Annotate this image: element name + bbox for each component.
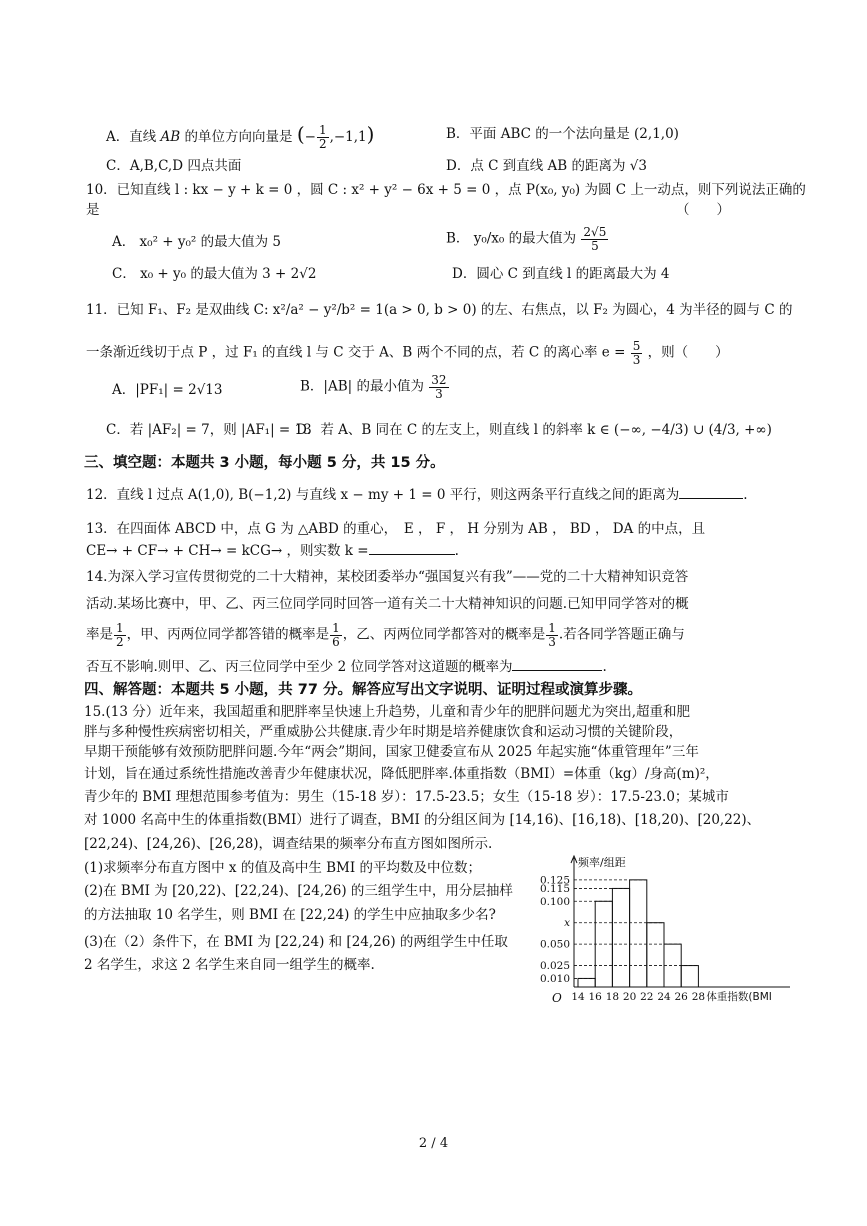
q11-option-c: C．若 |AF₂| = 7，则 |AF₁| = 13 bbox=[106, 422, 312, 438]
x-tick-label: 26 bbox=[674, 991, 688, 1003]
q15-sub-1: (1)求频率分布直方图中 x 的值及高中生 BMI 的平均数及中位数； bbox=[84, 860, 481, 876]
q15-para-line5: 青少年的 BMI 理想范围参考值为：男生（15-18 岁）：17.5-23.5；女生（15-18 岁）：17.5-23.0；某城市 bbox=[84, 789, 729, 805]
histogram-bar bbox=[630, 880, 647, 987]
q14-line1: 14.为深入学习宣传贯彻党的二十大精神，某校团委举办“强国复兴有我”——党的二十大精神知识竞答 bbox=[86, 569, 689, 585]
x-tick-label: 28 bbox=[691, 991, 706, 1003]
section-4-heading: 四、解答题：本题共 5 小题，共 77 分。解答应写出文字说明、证明过程或演算步骤。 bbox=[84, 682, 642, 698]
x-tick-label: 18 bbox=[605, 991, 620, 1003]
q14-line2: 活动.某场比赛中，甲、乙、丙三位同学同时回答一道有关二十大精神知识的问题.已知甲同学答对的概 bbox=[86, 596, 689, 612]
q15-para-line2: 胖与多种慢性疾病密切相关，严重威胁公共健康.青少年时期是培养健康饮食和运动习惯的关键阶段， bbox=[84, 724, 683, 740]
q10-stem-line2: 是 bbox=[86, 202, 100, 218]
q11-option-d: D．若 A、B 同在 C 的左支上，则直线 l 的斜率 k ∈ (−∞, −4/3) ∪ (4/3, +∞) bbox=[296, 422, 772, 438]
q10-stem-line1: 10．已知直线 l : kx − y + k = 0 ，圆 C : x² + y² − 6x + 5 = 0 ，点 P(x₀, y₀) 为圆 C 上一动点，则下列说法正确的 bbox=[86, 182, 806, 198]
section-3-heading: 三、填空题：本题共 3 小题，每小题 5 分，共 15 分。 bbox=[84, 455, 445, 471]
q13-line2: CE→ + CF→ + CH→ = kCG→ ，则实数 k = . bbox=[86, 543, 459, 559]
q15-sub-3-line2: 2 名学生，求这 2 名学生来自同一组学生的概率. bbox=[84, 957, 375, 973]
q11-stem-line1: 11．已知 F₁、F₂ 是双曲线 C: x²/a² − y²/b² = 1(a > 0, b > 0) 的左、右焦点，以 F₂ 为圆心，4 为半径的圆与 C 的 bbox=[86, 302, 793, 318]
q15-para-line3: 早期干预能够有效预防肥胖问题.今年“两会”期间，国家卫健委宣布从 2025 年起实施“体重管理年”三年 bbox=[84, 744, 699, 760]
x-tick-label: 14 bbox=[571, 991, 585, 1003]
q10-option-c: C． x₀ + y₀ 的最大值为 3 + 2√2 bbox=[112, 266, 317, 282]
q14-line3: 率是 $\frac{1}{2}$ ，甲、丙两位同学都答错的概率是 $\frac{1}{6}$ ，乙、丙两位同学都答对的概率是 $\frac{1}{3}$ .若各同学答题正确与 bbox=[86, 621, 685, 649]
q13-line1: 13．在四面体 ABCD 中，点 G 为 △ABD 的重心， E ， F ， H 分别为 AB ， BD ， DA 的中点，且 bbox=[86, 521, 706, 537]
q15-para-line4: 计划，旨在通过系统性措施改善青少年健康状况，降低肥胖率.体重指数（BMI）=体重（kg）/身高(m)²， bbox=[84, 766, 719, 782]
x-axis-label: 体重指数(BMI bbox=[706, 991, 772, 1003]
page-number: 2 / 4 bbox=[418, 1136, 449, 1151]
y-tick-label: 0.115 bbox=[539, 882, 570, 895]
q9-option-c: C．A,B,C,D 四点共面 bbox=[106, 158, 242, 174]
x-tick-label: 24 bbox=[657, 991, 671, 1003]
q10-option-a: A． x₀² + y₀² 的最大值为 5 bbox=[112, 234, 281, 250]
y-tick-label: 0.100 bbox=[539, 895, 570, 908]
x-tick-label: 22 bbox=[640, 991, 654, 1003]
q9-option-d: D．点 C 到直线 AB 的距离为 √3 bbox=[446, 158, 647, 174]
histogram-bar bbox=[578, 978, 595, 987]
q15-para-line1: 15.(13 分）近年来，我国超重和肥胖率呈快速上升趋势，儿童和青少年的肥胖问题尤为突出,超重和肥 bbox=[84, 704, 690, 720]
q11-option-b: B．|AB| 的最小值为 $\frac{32}{3}$ bbox=[300, 373, 447, 401]
q10-option-d: D．圆心 C 到直线 l 的距离最大为 4 bbox=[452, 266, 670, 282]
q10-answer-paren: （ ） bbox=[676, 202, 730, 218]
x-tick-label: 20 bbox=[622, 991, 637, 1003]
y-tick-label: x bbox=[564, 917, 570, 930]
y-tick-label: 0.125 bbox=[539, 874, 570, 887]
q15-sub-2-line2: 的方法抽取 10 名学生，则 BMI 在 [22,24) 的学生中应抽取多少名? bbox=[84, 907, 496, 923]
histogram-bar bbox=[647, 923, 664, 987]
x-tick-label: 16 bbox=[588, 991, 602, 1003]
histogram-bar bbox=[612, 888, 629, 987]
y-tick-label: 0.010 bbox=[539, 972, 570, 985]
q15-para-line7: [22,24)、[24,26)、[26,28)，调查结果的频率分布直方图如图所示. bbox=[84, 836, 493, 852]
q14-line4: 否互不影响.则甲、乙、丙三位同学中至少 2 位同学答对这道题的概率为 . bbox=[86, 659, 607, 675]
q10-option-b: B． y₀/x₀ 的最大值为 $\frac{2√5}{5}$ bbox=[446, 225, 607, 253]
q9-option-b: B．平面 ABC 的一个法向量是 (2,1,0) bbox=[446, 126, 679, 142]
histogram-bar bbox=[681, 966, 698, 987]
q12-stem: 12．直线 l 过点 A(1,0), B(−1,2) 与直线 x − my + 1 = 0 平行，则这两条平行直线之间的距离为 . bbox=[86, 487, 748, 503]
y-tick-label: 0.050 bbox=[539, 938, 570, 951]
y-tick-label: 0.025 bbox=[539, 960, 570, 973]
q11-option-a: A．|PF₁| = 2√13 bbox=[112, 382, 223, 398]
q15-sub-3-line1: (3)在（2）条件下，在 BMI 为 [22,24) 和 [24,26) 的两组学生中任取 bbox=[84, 934, 508, 950]
q15-para-line6: 对 1000 名高中生的体重指数(BMI）进行了调查，BMI 的分组区间为 [14,16)、[16,18)、[18,20)、[20,22)、 bbox=[84, 812, 761, 828]
q15-sub-2-line1: (2)在 BMI 为 [20,22)、[22,24)、[24,26) 的三组学生中，用分层抽样 bbox=[84, 883, 513, 899]
bmi-histogram bbox=[528, 852, 798, 1012]
q11-stem-line2: 一条渐近线切于点 P ，过 F₁ 的直线 l 与 C 交于 A、B 两个不同的点，若 C 的离心率 e = $\frac{5}{3}$ ，则（ ） bbox=[86, 339, 729, 367]
origin-label: O bbox=[552, 991, 562, 1005]
y-axis-label: 频率/组距 bbox=[578, 856, 626, 869]
q9-option-a: A．直线 AB 的单位方向向量是 (− $\frac{1}{2}$ ,−1,1) bbox=[106, 122, 375, 151]
